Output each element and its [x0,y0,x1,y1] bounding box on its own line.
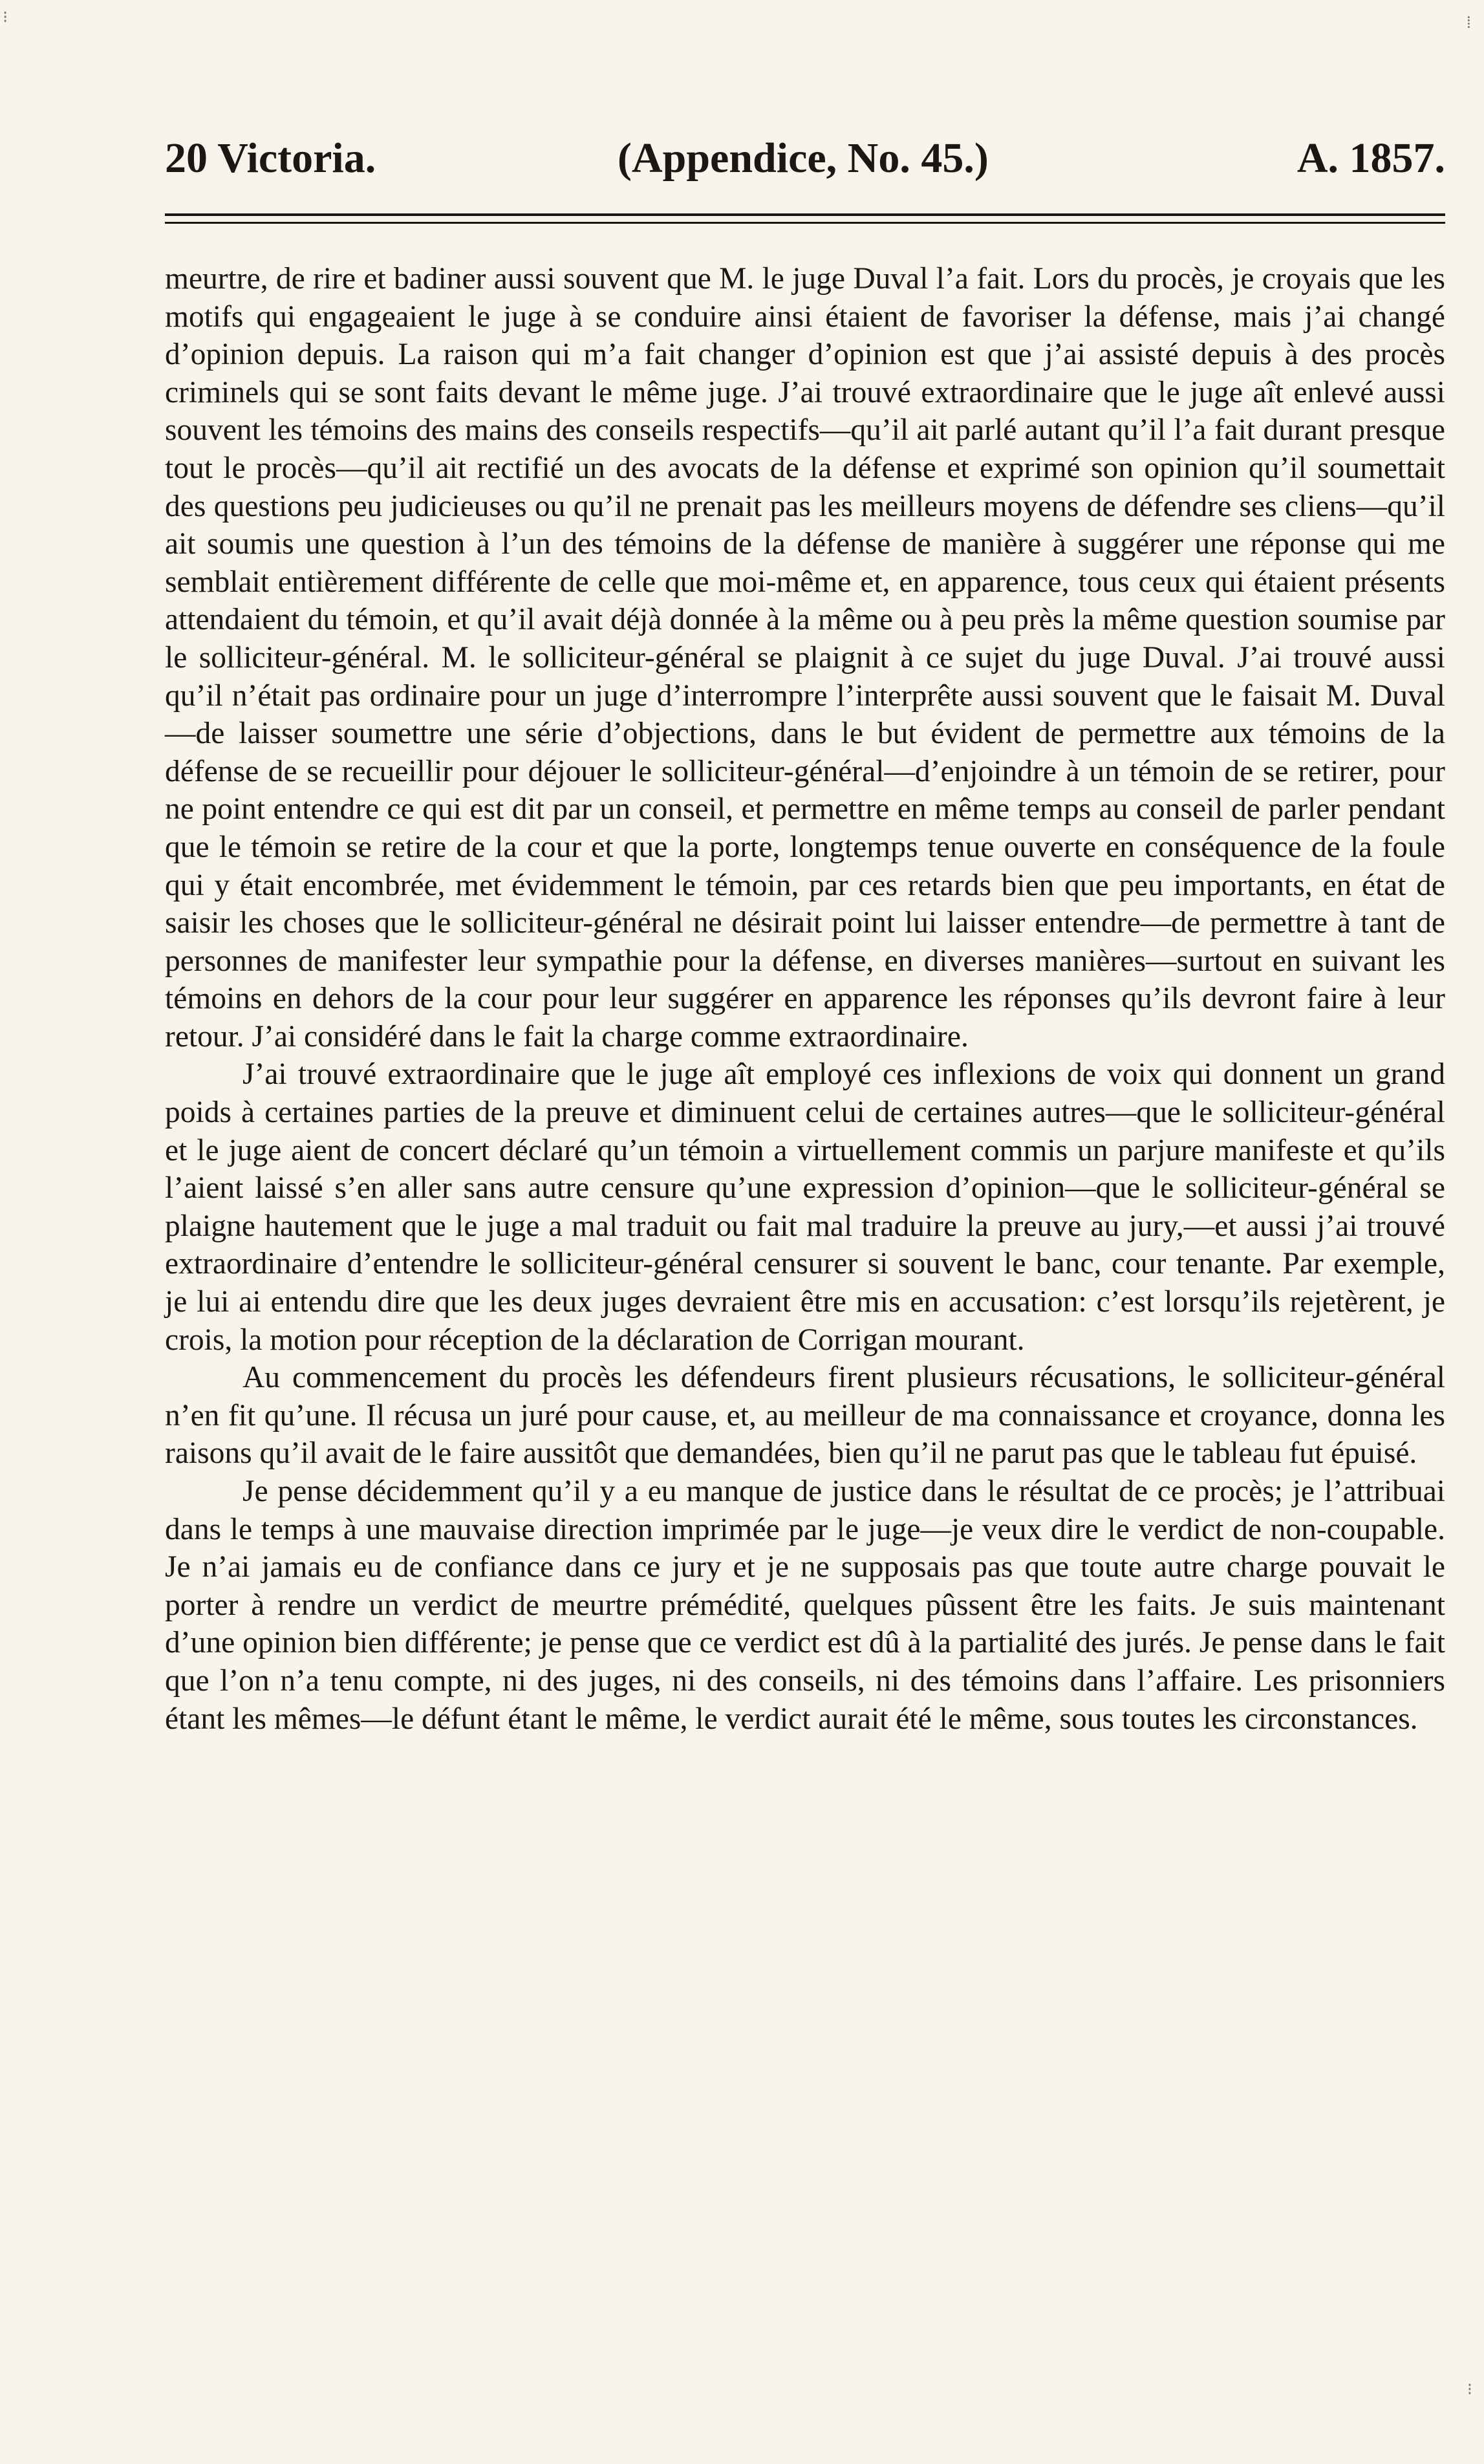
scan-margin-mark-left: ⁝ [3,8,8,27]
paragraph-2: J’ai trouvé extraordinaire que le juge aît employé ces inflexions de voix qui donnent un grand poids à certaines parties de la preuve et diminuent celui de certaines autres—que le solliciteur-général et le juge aient de concert déclaré qu’un témoin a virtuellement commis un parjure manifeste et qu’ils l’aient laissé s’en aller sans autre censure qu’une expression d’opinion—que le solliciteur-général se plaigne hautement que le juge a mal traduit ou fait mal traduire la preuve au jury,—et aussi j’ai trouvé extraordinaire d’entendre le solliciteur-général censurer si souvent le banc, cour tenante. Par exemple, je lui ai entendu dire que les deux juges devraient être mis en accusation: c’est lorsqu’ils rejetèrent, je crois, la motion pour réception de la déclaration de Corrigan mourant. [165,1057,1445,1357]
body-text [165,260,1445,1738]
header-rule-thin [165,222,1445,224]
header-appendix: (Appendice, No. 45.) [618,135,989,182]
paragraph-1: meurtre, de rire et badiner aussi souvent que M. le juge Duval l’a fait. Lors du procès, je croyais que les motifs qui engageaient le juge à se conduire ainsi étaient de favoriser la défense, mais j’ai changé d’opinion depuis. La raison qui m’a fait changer d’opinion est que j’ai assisté depuis à des procès criminels qui se sont faits devant le même juge. J’ai trouvé extraordinaire que le juge aît enlevé aussi souvent les témoins des mains des conseils respectifs—qu’il ait parlé autant qu’il l’a fait durant presque tout le procès—qu’il ait rectifié un des avocats de la défense et exprimé son opinion qu’il soumettait des questions peu judicieuses ou qu’il ne prenait pas les meilleurs moyens de défendre ses cliens—qu’il ait soumis une question à l’un des témoins de la défense de manière à suggérer une réponse qui me semblait entièrement différente de celle que moi-même et, en apparence, tous ceux qui étaient présents attendaient du témoin, et qu’il avait déjà donnée à la même ou à peu près la même question soumise par le solliciteur-général. M. le solliciteur-général se plaignit à ce sujet du juge Duval. J’ai trouvé aussi qu’il n’était pas ordinaire pour un juge d’interrompre l’interprête aussi souvent que le faisait M. Duval—de laisser soumettre une série d’objections, dans le but évident de permettre aux témoins de la défense de se recueillir pour déjouer le solliciteur-général—d’enjoindre à un témoin de se retirer, pour ne point entendre ce qui est dit par un conseil, et permettre en même temps au conseil de parler pendant que le témoin se retire de la cour et que la porte, longtemps tenue ouverte en conséquence de la foule qui y était encombrée, met évidemment le témoin, par ces retards bien que peu importants, en état de saisir les choses que le solliciteur-général ne désirait point lui laisser entendre—de permettre à tant de personnes de manifester leur sympathie pour la défense, en diverses manières—surtout en suivant les témoins en dehors de la cour pour leur suggérer en apparence les réponses qu’ils devront faire à leur retour. J’ai considéré dans le fait la charge comme extraordinaire. [165,262,1445,1054]
scan-margin-mark-right: ⁞ [1466,13,1471,32]
paragraph-3: Au commencement du procès les défendeurs firent plusieurs récusations, le solliciteur-général n’en fit qu’une. Il récusa un juré pour cause, et, au meilleur de ma connaissance et croyance, donna les raisons qu’il avait de le faire aussitôt que demandées, bien qu’il ne parut pas que le tableau fut épuisé. [165,1361,1445,1471]
header-session: 20 Victoria. [165,135,376,182]
paragraph-4: Je pense décidemment qu’il y a eu manque de justice dans le résultat de ce procès; je l’attribuai dans le temps à une mauvaise direction imprimée par le juge—je veux dire le verdict de non-coupable. Je n’ai jamais eu de confiance dans ce jury et je ne supposais pas que toute autre charge pouvait le porter à rendre un verdict de meurtre prémédité, quelques pûssent être les faits. Je suis maintenant d’une opinion bien différente; je pense que ce verdict est dû à la partialité des jurés. Je pense dans le fait que l’on n’a tenu compte, ni des juges, ni des conseils, ni des témoins dans l’affaire. Les prisonniers étant les mêmes—le défunt étant le même, le verdict aurait été le même, sous toutes les circonstances. [165,1475,1445,1736]
page-header [165,129,1445,188]
header-rule-thick [165,213,1445,216]
header-year: A. 1857. [1296,135,1445,182]
scan-margin-mark-bottom: ⁝ [1467,2380,1472,2399]
